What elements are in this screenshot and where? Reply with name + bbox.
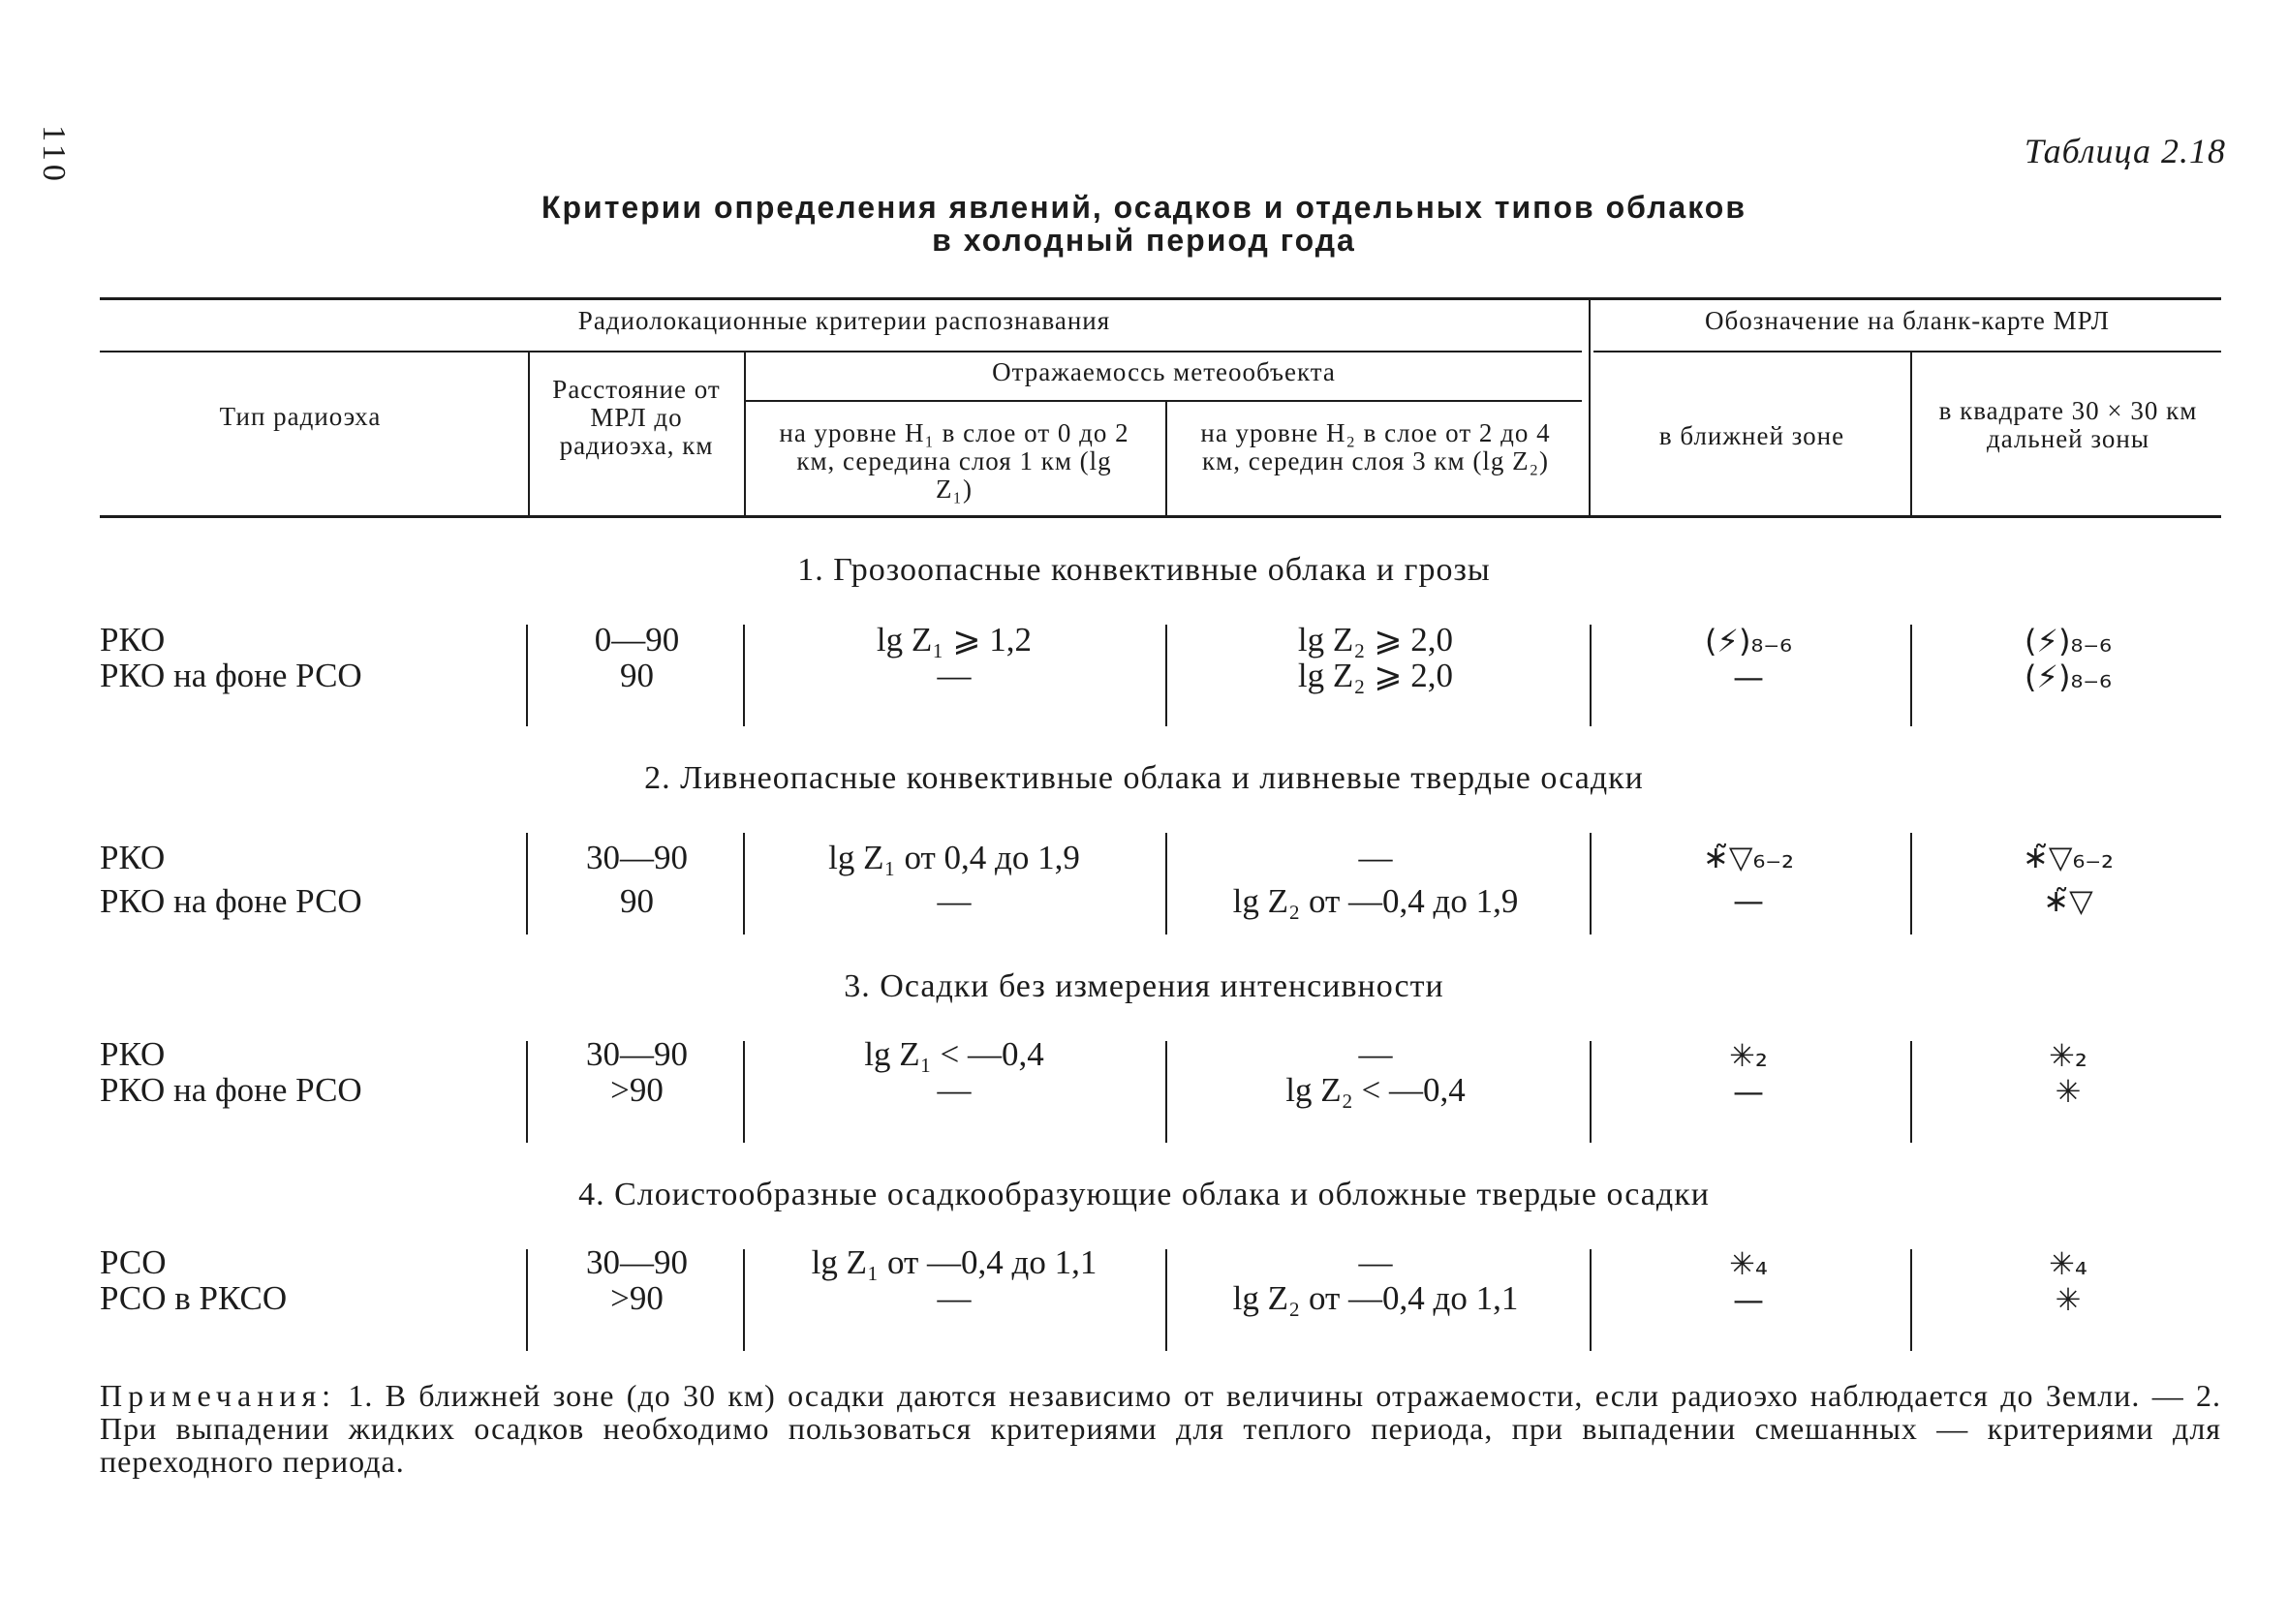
header-group-rule-left (100, 351, 1582, 352)
header-vline-map (1589, 297, 1591, 515)
row-vline (1910, 833, 1912, 935)
header-group-rule-right (1593, 351, 2221, 352)
table-title-line-1: Критерии определения явлений, осадков и отдельных типов облаков (541, 190, 1747, 225)
header-reflectivity-rule (746, 400, 1582, 402)
echo-type-cell: РКО РКО на фоне РСО (100, 839, 362, 920)
reflectivity-h2-cell: — lg Z₂ от —0,4 до 1,9 (1232, 839, 1519, 920)
header-vline-distance (528, 352, 530, 515)
row-vline (526, 1249, 528, 1351)
far-zone-symbol-cell: ∗̃▽₆₋₂ ∗̃▽ (2023, 839, 2114, 919)
row-vline (743, 625, 745, 726)
row-vline (1910, 1249, 1912, 1351)
distance-cell: 30—90 >90 (586, 1243, 688, 1317)
reflectivity-h1-cell: lg Z₁ < —0,4 — (864, 1035, 1044, 1109)
section-title: 1. Грозоопасные конвективные облака и грозы (797, 552, 1491, 588)
far-zone-symbol-cell: ✳₂ ✳ (2049, 1037, 2087, 1110)
notes-text: 1. В ближней зоне (до 30 км) осадки даются независимо от величины отражаемости, если радиоэхо наблюдается до Земли. — 2. При выпадении жидких осадков необходимо пользоваться критериями для теплого периода, при выпадении смешанных — критериями для переходного периода. (100, 1378, 2221, 1479)
reflectivity-h2-cell: lg Z₂ ⩾ 2,0 lg Z₂ ⩾ 2,0 (1297, 621, 1454, 694)
row-vline (526, 625, 528, 726)
header-radar-criteria: Радиолокационные критерии распознавания (577, 306, 1111, 335)
row-vline (1590, 625, 1592, 726)
distance-cell: 0—90 90 (594, 621, 680, 694)
row-vline (1910, 1041, 1912, 1143)
header-level-h1: на уровне H₁ в слое от 0 до 2 км, середина слоя 1 км (lg Z₁) (779, 418, 1129, 504)
near-zone-symbol-cell: ∗̃▽₆₋₂ — (1703, 839, 1794, 919)
row-vline (526, 1041, 528, 1143)
distance-cell: 30—90 90 (586, 839, 688, 920)
table-label: Таблица 2.18 (2024, 132, 2226, 170)
far-zone-symbol-cell: (⚡)₈₋₆ (⚡)₈₋₆ (2025, 623, 2112, 695)
header-far-zone: в квадрате 30 × 30 км дальней зоны (1938, 396, 2198, 453)
header-level-h2: на уровне H₂ в слое от 2 до 4 км, середин слоя 3 км (lg Z₂) (1200, 418, 1551, 475)
near-zone-symbol-cell: ✳₄ — (1729, 1245, 1768, 1318)
row-vline (743, 1041, 745, 1143)
notes-lead: Примечания: (100, 1378, 337, 1413)
echo-type-cell: РКО РКО на фоне РСО (100, 621, 362, 694)
header-bottom-rule (100, 515, 2221, 518)
near-zone-symbol-cell: ✳₂ — (1729, 1037, 1768, 1110)
row-vline (743, 1249, 745, 1351)
header-map-designation: Обозначение на бланк-карте МРЛ (1705, 306, 2110, 335)
row-vline (1590, 833, 1592, 935)
distance-cell: 30—90 >90 (586, 1035, 688, 1109)
row-vline (743, 833, 745, 935)
section-title: 4. Слоистообразные осадкообразующие облака и обложные твердые осадки (578, 1177, 1710, 1212)
reflectivity-h2-cell: — lg Z₂ < —0,4 (1285, 1035, 1466, 1109)
table-notes (100, 1379, 2221, 1478)
reflectivity-h1-cell: lg Z₁ от 0,4 до 1,9 — (828, 839, 1080, 920)
header-vline-far (1910, 352, 1912, 515)
row-vline (526, 833, 528, 935)
table-title-line-2: в холодный период года (932, 223, 1356, 258)
row-vline (1590, 1041, 1592, 1143)
header-near-zone: в ближней зоне (1658, 421, 1845, 450)
header-vline-h2 (1165, 402, 1167, 515)
header-echo-type: Тип радиоэха (219, 402, 382, 431)
section-title: 2. Ливнеопасные конвективные облака и ливневые твердые осадки (644, 760, 1644, 796)
echo-type-cell: РСО РСО в РКСО (100, 1243, 288, 1317)
header-reflectivity: Отражаемосcь метеообъекта (992, 357, 1336, 386)
page-number: 110 (36, 125, 72, 185)
row-vline (1910, 625, 1912, 726)
reflectivity-h1-cell: lg Z₁ от —0,4 до 1,1 — (811, 1243, 1098, 1317)
row-vline (1590, 1249, 1592, 1351)
far-zone-symbol-cell: ✳₄ ✳ (2049, 1245, 2087, 1318)
echo-type-cell: РКО РКО на фоне РСО (100, 1035, 362, 1109)
header-distance: Расстояние от МРЛ до радиоэха, км (552, 375, 721, 460)
header-top-rule (100, 297, 2221, 300)
section-title: 3. Осадки без измерения интенсивности (844, 968, 1444, 1004)
reflectivity-h1-cell: lg Z₁ ⩾ 1,2 — (876, 621, 1033, 694)
reflectivity-h2-cell: — lg Z₂ от —0,4 до 1,1 (1232, 1243, 1519, 1317)
near-zone-symbol-cell: (⚡)₈₋₆ — (1705, 623, 1792, 695)
